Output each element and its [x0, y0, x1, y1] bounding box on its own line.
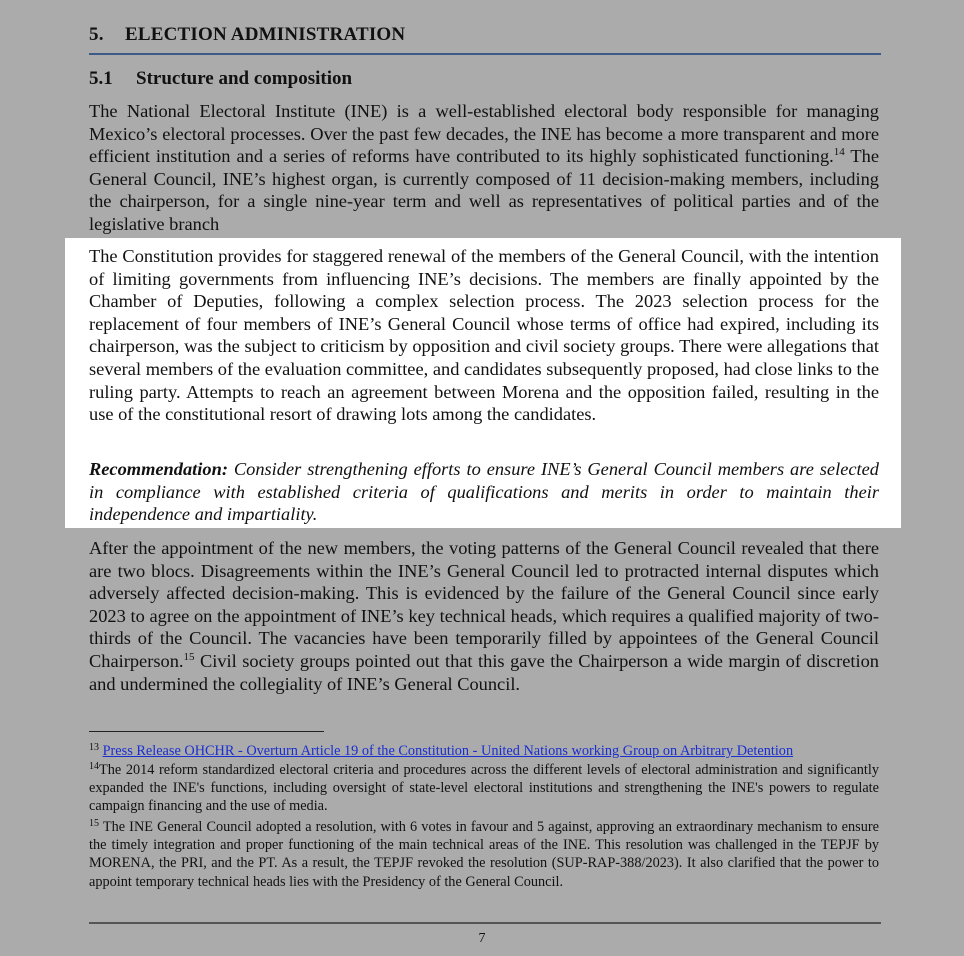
- footnote-15: [89, 818, 879, 891]
- footnote-text: The 2014 reform standardized electoral criteria and procedures across the different levels of electoral administration and significantly expanded the INE's functions, including oversight of state-level electoral institutions and strengthening the INE's powers to regulate campaign financing and the use of media.: [89, 762, 879, 815]
- paragraph-text: The General Council, INE’s highest organ, is currently composed of 11 decision-making members, including the chairperson, for a single nine-year term and well as representatives of political parties and of the legislative branch: [89, 146, 880, 234]
- footnote-14: [89, 761, 879, 816]
- recommendation-text: Consider strengthening efforts to ensure INE’s General Council members are selected in compliance with established criteria of qualifications and merits in order to maintain their independence and impartiality.: [89, 459, 879, 525]
- footnote-number: 14: [89, 761, 99, 772]
- section-number: 5.: [89, 24, 104, 45]
- footnote-ref-15[interactable]: 15: [183, 650, 195, 663]
- section-heading: [89, 24, 881, 46]
- page-bottom-divider: [89, 922, 881, 924]
- footnote-ref-14[interactable]: 14: [833, 146, 845, 159]
- paragraph-staggered-renewal: The Constitution provides for staggered renewal of the members of the General Council, with the intention of limiting governments from influencing INE’s decisions. The members are finally appointed by the Chamber of Deputies, following a complex selection process. The 2023 selection process for the replacement of four members of INE’s General Council whose terms of office had expired, including its chairperson, was the subject to criticism by opposition and civil society groups. There were allegations that several members of the evaluation committee, and candidates subsequently proposed, had close links to the ruling party. Attempts to reach an agreement between Morena and the opposition failed, resulting in the use of the constitutional resort of drawing lots among the candidates.: [89, 246, 879, 425]
- recommendation: [89, 458, 879, 526]
- paragraph-text: Civil society groups pointed out that this gave the Chairperson a wide margin of discretion and undermined the collegiality of INE’s General Council.: [89, 650, 879, 694]
- paragraph-ine-overview: [89, 100, 879, 236]
- subsection-number: 5.1: [89, 68, 113, 89]
- heading-divider: [89, 53, 881, 55]
- page-number: 7: [478, 931, 486, 946]
- footnote-13-link[interactable]: Press Release OHCHR - Overturn Article 19 of the Constitution - United Nations working Group on Arbitrary Detention: [102, 743, 794, 759]
- subsection-title: Structure and composition: [136, 68, 353, 89]
- section-title: ELECTION ADMINISTRATION: [125, 24, 406, 45]
- paragraph-text: After the appointment of the new members, the voting patterns of the General Council revealed that there are two blocs. Disagreements within the INE’s General Council led to protracted internal disputes which adversely affected decision-making. This is evidenced by the failure of the General Council since early 2023 to agree on the appointment of INE’s key technical heads, which requires a qualified majority of two-thirds of the Council. The vacancies have been temporarily filled by appointees of the General Council Chairperson.: [89, 538, 879, 671]
- paragraph-text: The National Electoral Institute (INE) is a well-established electoral body responsible for managing Mexico’s electoral processes. Over the past few decades, the INE has become a more transparent and more efficient institution and a series of reforms have contributed to its highly sophisticated functioning.: [89, 101, 879, 167]
- subsection-heading: [89, 68, 352, 90]
- recommendation-label: Recommendation:: [89, 459, 228, 479]
- footnote-number: 13: [89, 742, 99, 753]
- footnote-separator: [89, 731, 324, 732]
- footnote-number: 15: [89, 818, 99, 829]
- footnote-13: [89, 742, 879, 760]
- footnote-text: The INE General Council adopted a resolution, with 6 votes in favour and 5 against, approving an extraordinary mechanism to ensure the timely integration and proper functioning of the main technical areas of the INE. This resolution was challenged in the TEPJF by MORENA, the PRI, and the PT. As a result, the TEPJF revoked the resolution (SUP-RAP-388/2023). It also clarified that the power to appoint temporary technical heads lies with the Presidency of the General Council.: [89, 819, 879, 890]
- paragraph-voting-blocs: [89, 537, 879, 695]
